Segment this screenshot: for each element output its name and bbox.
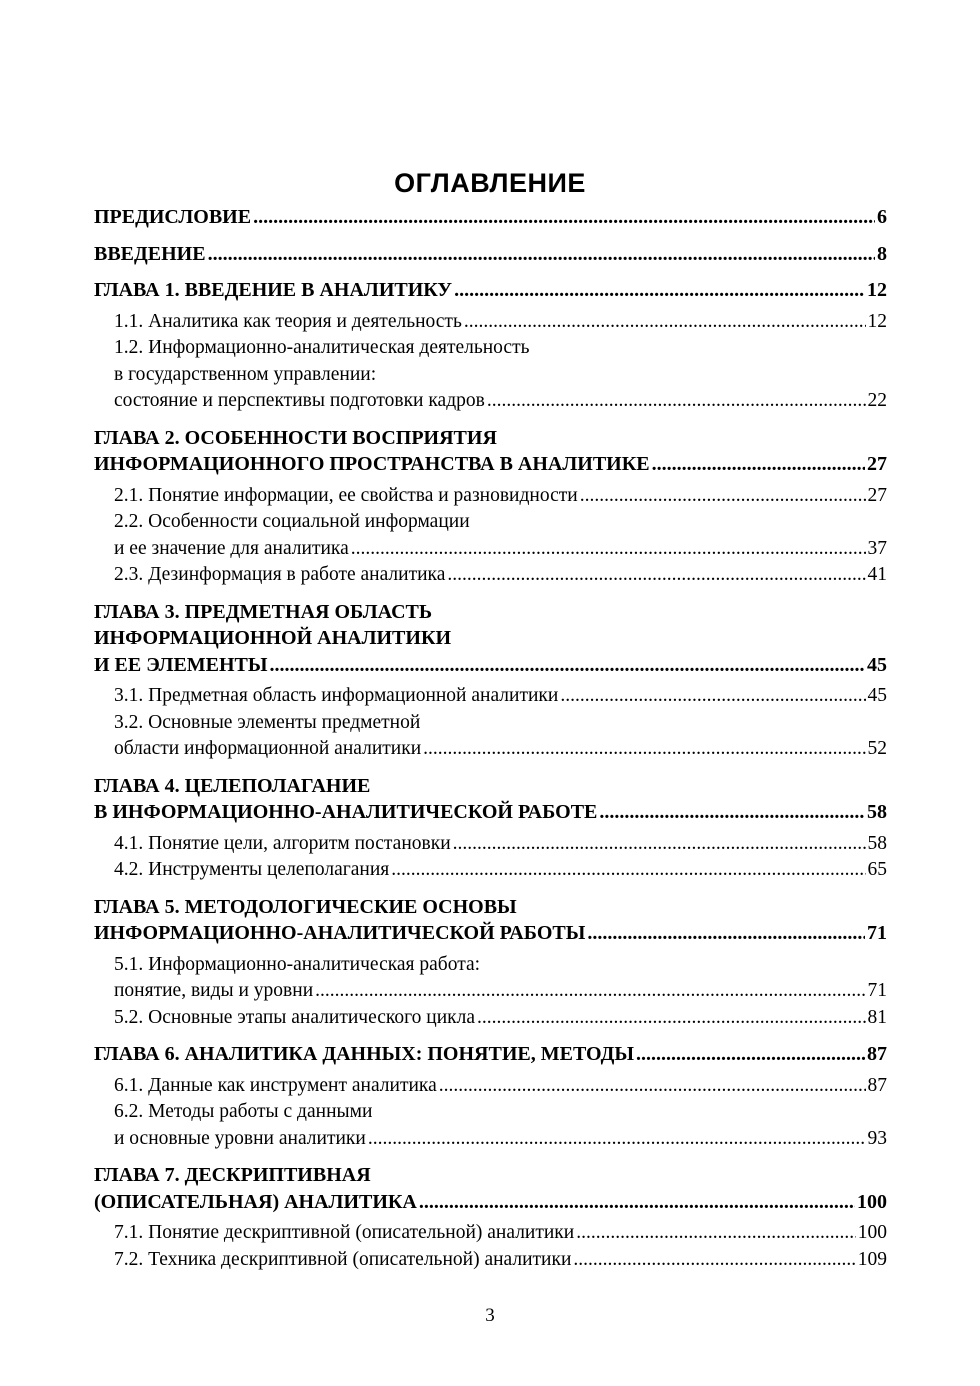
toc-entry-text: 2.1. Понятие информации, ее свойства и разновидности (114, 484, 578, 506)
toc-page-number: 109 (857, 1248, 887, 1270)
toc-entry-line: 1.2. Информационно-аналитическая деятельность (114, 337, 530, 358)
toc-entry-line: ГЛАВА 5. МЕТОДОЛОГИЧЕСКИЕ ОСНОВЫ (94, 895, 517, 918)
toc-section-entry (94, 1073, 887, 1100)
toc-entry-text: В ИНФОРМАЦИОННО-АНАЛИТИЧЕСКОЙ РАБОТЕ (94, 801, 598, 823)
dot-leader (368, 1126, 866, 1153)
toc-entry-text: 7.2. Техника дескриптивной (описательной) аналитики (114, 1248, 572, 1270)
toc-entry-last-line (114, 1005, 887, 1032)
dot-leader (576, 1220, 856, 1247)
toc-page-number: 37 (867, 537, 887, 559)
toc-entry-last-line (114, 831, 887, 858)
toc-entry-line: ГЛАВА 3. ПРЕДМЕТНАЯ ОБЛАСТЬ (94, 600, 433, 623)
toc-page-number: 81 (867, 1006, 887, 1028)
toc-page-number: 6 (877, 206, 887, 228)
toc-entry-text: 3.1. Предметная область информационной аналитики (114, 685, 559, 706)
toc-entry-last-line (114, 562, 887, 589)
toc-section-entry (94, 483, 887, 510)
dot-leader (573, 1247, 855, 1274)
toc-chapter-entry (94, 894, 887, 947)
dot-leader (423, 736, 865, 763)
dot-leader (560, 683, 865, 710)
toc-page-number: 52 (867, 738, 887, 759)
toc-page-number: 27 (867, 484, 887, 506)
toc-entry-last-line (114, 536, 887, 563)
dot-leader (487, 388, 866, 415)
dot-leader (652, 451, 865, 478)
dot-leader (636, 1041, 865, 1068)
toc-entry-text: состояние и перспективы подготовки кадров (114, 390, 485, 411)
toc-entry-text: 4.2. Инструменты целеполагания (114, 859, 390, 880)
toc-section-entry (94, 1247, 887, 1274)
dot-leader (464, 309, 866, 336)
toc-entry-text: (ОПИСАТЕЛЬНАЯ) АНАЛИТИКА (94, 1190, 417, 1213)
toc-entry-last-line (94, 920, 887, 947)
dot-leader (270, 652, 865, 679)
toc-entry-last-line (114, 388, 887, 415)
toc-entry-line: ГЛАВА 4. ЦЕЛЕПОЛАГАНИЕ (94, 774, 371, 797)
toc-entry-text: 4.1. Понятие цели, алгоритм постановки (114, 832, 451, 854)
toc-entry-text: ВВЕДЕНИЕ (94, 242, 206, 265)
toc-chapter-entry (94, 241, 887, 268)
toc-section-entry (94, 562, 887, 589)
toc-entry-text: ИНФОРМАЦИОННО-АНАЛИТИЧЕСКОЙ РАБОТЫ (94, 922, 586, 944)
toc-page-number: 27 (867, 453, 887, 475)
toc-page-number: 87 (867, 1074, 887, 1096)
toc-page-number: 71 (867, 980, 887, 1001)
toc-entry-line: ГЛАВА 2. ОСОБЕННОСТИ ВОСПРИЯТИЯ (94, 426, 497, 449)
toc-page-number: 22 (867, 390, 887, 411)
toc-chapter-entry (94, 599, 887, 679)
toc-entry-text: и ее значение для аналитика (114, 537, 349, 559)
toc-page-number: 45 (867, 685, 887, 706)
toc-page-number: 58 (867, 801, 887, 823)
dot-leader (454, 277, 865, 304)
toc-entry-last-line (94, 204, 887, 231)
toc-entry-line: 5.1. Информационно-аналитическая работа: (114, 953, 481, 975)
toc-entry-line: ИНФОРМАЦИОННОЙ АНАЛИТИКИ (94, 627, 452, 649)
toc-entry-last-line (114, 683, 887, 710)
toc-entry-last-line (114, 483, 887, 510)
toc-chapter-entry (94, 1162, 887, 1215)
toc-entry-last-line (114, 736, 887, 763)
table-of-contents (94, 204, 887, 1273)
dot-leader (447, 562, 865, 589)
toc-page-number: 100 (857, 1190, 887, 1213)
toc-entry-last-line (114, 1073, 887, 1100)
toc-entry-text: И ЕЕ ЭЛЕМЕНТЫ (94, 653, 268, 676)
page-number-footer: 3 (485, 1305, 495, 1326)
toc-entry-last-line (94, 1041, 887, 1068)
dot-leader (253, 204, 875, 231)
toc-chapter-entry (94, 277, 887, 304)
toc-entry-line: 6.2. Методы работы с данными (114, 1101, 373, 1122)
dot-leader (391, 857, 865, 884)
toc-entry-text: ПРЕДИСЛОВИЕ (94, 206, 252, 228)
toc-section-entry (94, 1220, 887, 1247)
toc-entry-text: и основные уровни аналитики (114, 1127, 366, 1149)
toc-entry-text: понятие, виды и уровни (114, 980, 314, 1001)
toc-entry-last-line (94, 451, 887, 478)
dot-leader (315, 978, 865, 1005)
toc-page-number: 100 (857, 1222, 887, 1243)
dot-leader (419, 1189, 855, 1216)
toc-section-entry (94, 1099, 887, 1152)
toc-entry-line: в государственном управлении: (114, 363, 377, 385)
toc-page-number: 65 (867, 859, 887, 880)
toc-section-entry (94, 335, 887, 415)
toc-entry-last-line (94, 277, 887, 304)
dot-leader (453, 831, 866, 858)
toc-page-number: 87 (867, 1043, 887, 1065)
toc-section-entry (94, 683, 887, 710)
toc-chapter-entry (94, 773, 887, 826)
toc-section-entry (94, 857, 887, 884)
toc-entry-text: ИНФОРМАЦИОННОГО ПРОСТРАНСТВА В АНАЛИТИКЕ (94, 453, 650, 475)
toc-page-number: 41 (867, 564, 887, 585)
toc-entry-last-line (114, 309, 887, 336)
dot-leader (477, 1005, 865, 1032)
dot-leader (580, 483, 866, 510)
toc-page-number: 12 (867, 310, 887, 332)
toc-entry-line: ГЛАВА 7. ДЕСКРИПТИВНАЯ (94, 1164, 371, 1186)
toc-entry-line: 3.2. Основные элементы предметной (114, 711, 421, 733)
toc-page-number: 8 (877, 242, 887, 265)
toc-entry-text: области информационной аналитики (114, 738, 422, 759)
toc-chapter-entry (94, 1041, 887, 1068)
dot-leader (599, 799, 865, 826)
toc-section-entry (94, 831, 887, 858)
dot-leader (208, 241, 875, 268)
toc-entry-last-line (114, 978, 887, 1005)
toc-entry-last-line (114, 1247, 887, 1274)
toc-section-entry (94, 952, 887, 1005)
toc-entry-text: 5.2. Основные этапы аналитического цикла (114, 1006, 476, 1028)
toc-entry-text: ГЛАВА 1. ВВЕДЕНИЕ В АНАЛИТИКУ (94, 279, 453, 301)
dot-leader (351, 536, 866, 563)
toc-entry-text: 2.3. Дезинформация в работе аналитика (114, 564, 446, 585)
toc-section-entry (94, 1005, 887, 1032)
page-title: ОГЛАВЛЕНИЕ (394, 168, 586, 199)
toc-page-number: 71 (867, 922, 887, 944)
toc-entry-text: 7.1. Понятие дескриптивной (описательной) аналитики (114, 1222, 575, 1243)
toc-chapter-entry (94, 425, 887, 478)
toc-entry-last-line (94, 799, 887, 826)
toc-entry-text: ГЛАВА 6. АНАЛИТИКА ДАННЫХ: ПОНЯТИЕ, МЕТОДЫ (94, 1043, 634, 1065)
toc-entry-text: 1.1. Аналитика как теория и деятельность (114, 310, 462, 332)
toc-section-entry (94, 309, 887, 336)
toc-entry-last-line (94, 652, 887, 679)
toc-chapter-entry (94, 204, 887, 231)
toc-section-entry (94, 710, 887, 763)
toc-entry-last-line (114, 857, 887, 884)
toc-page-number: 93 (867, 1127, 887, 1149)
toc-page-number: 45 (867, 653, 887, 676)
toc-entry-last-line (114, 1126, 887, 1153)
toc-entry-text: 6.1. Данные как инструмент аналитика (114, 1074, 437, 1096)
toc-entry-last-line (114, 1220, 887, 1247)
dot-leader (587, 920, 865, 947)
toc-entry-last-line (94, 1189, 887, 1216)
toc-entry-line: 2.2. Особенности социальной информации (114, 511, 470, 532)
toc-page-number: 58 (867, 832, 887, 854)
dot-leader (439, 1073, 866, 1100)
toc-page-number: 12 (867, 279, 887, 301)
toc-entry-last-line (94, 241, 887, 268)
toc-section-entry (94, 509, 887, 562)
